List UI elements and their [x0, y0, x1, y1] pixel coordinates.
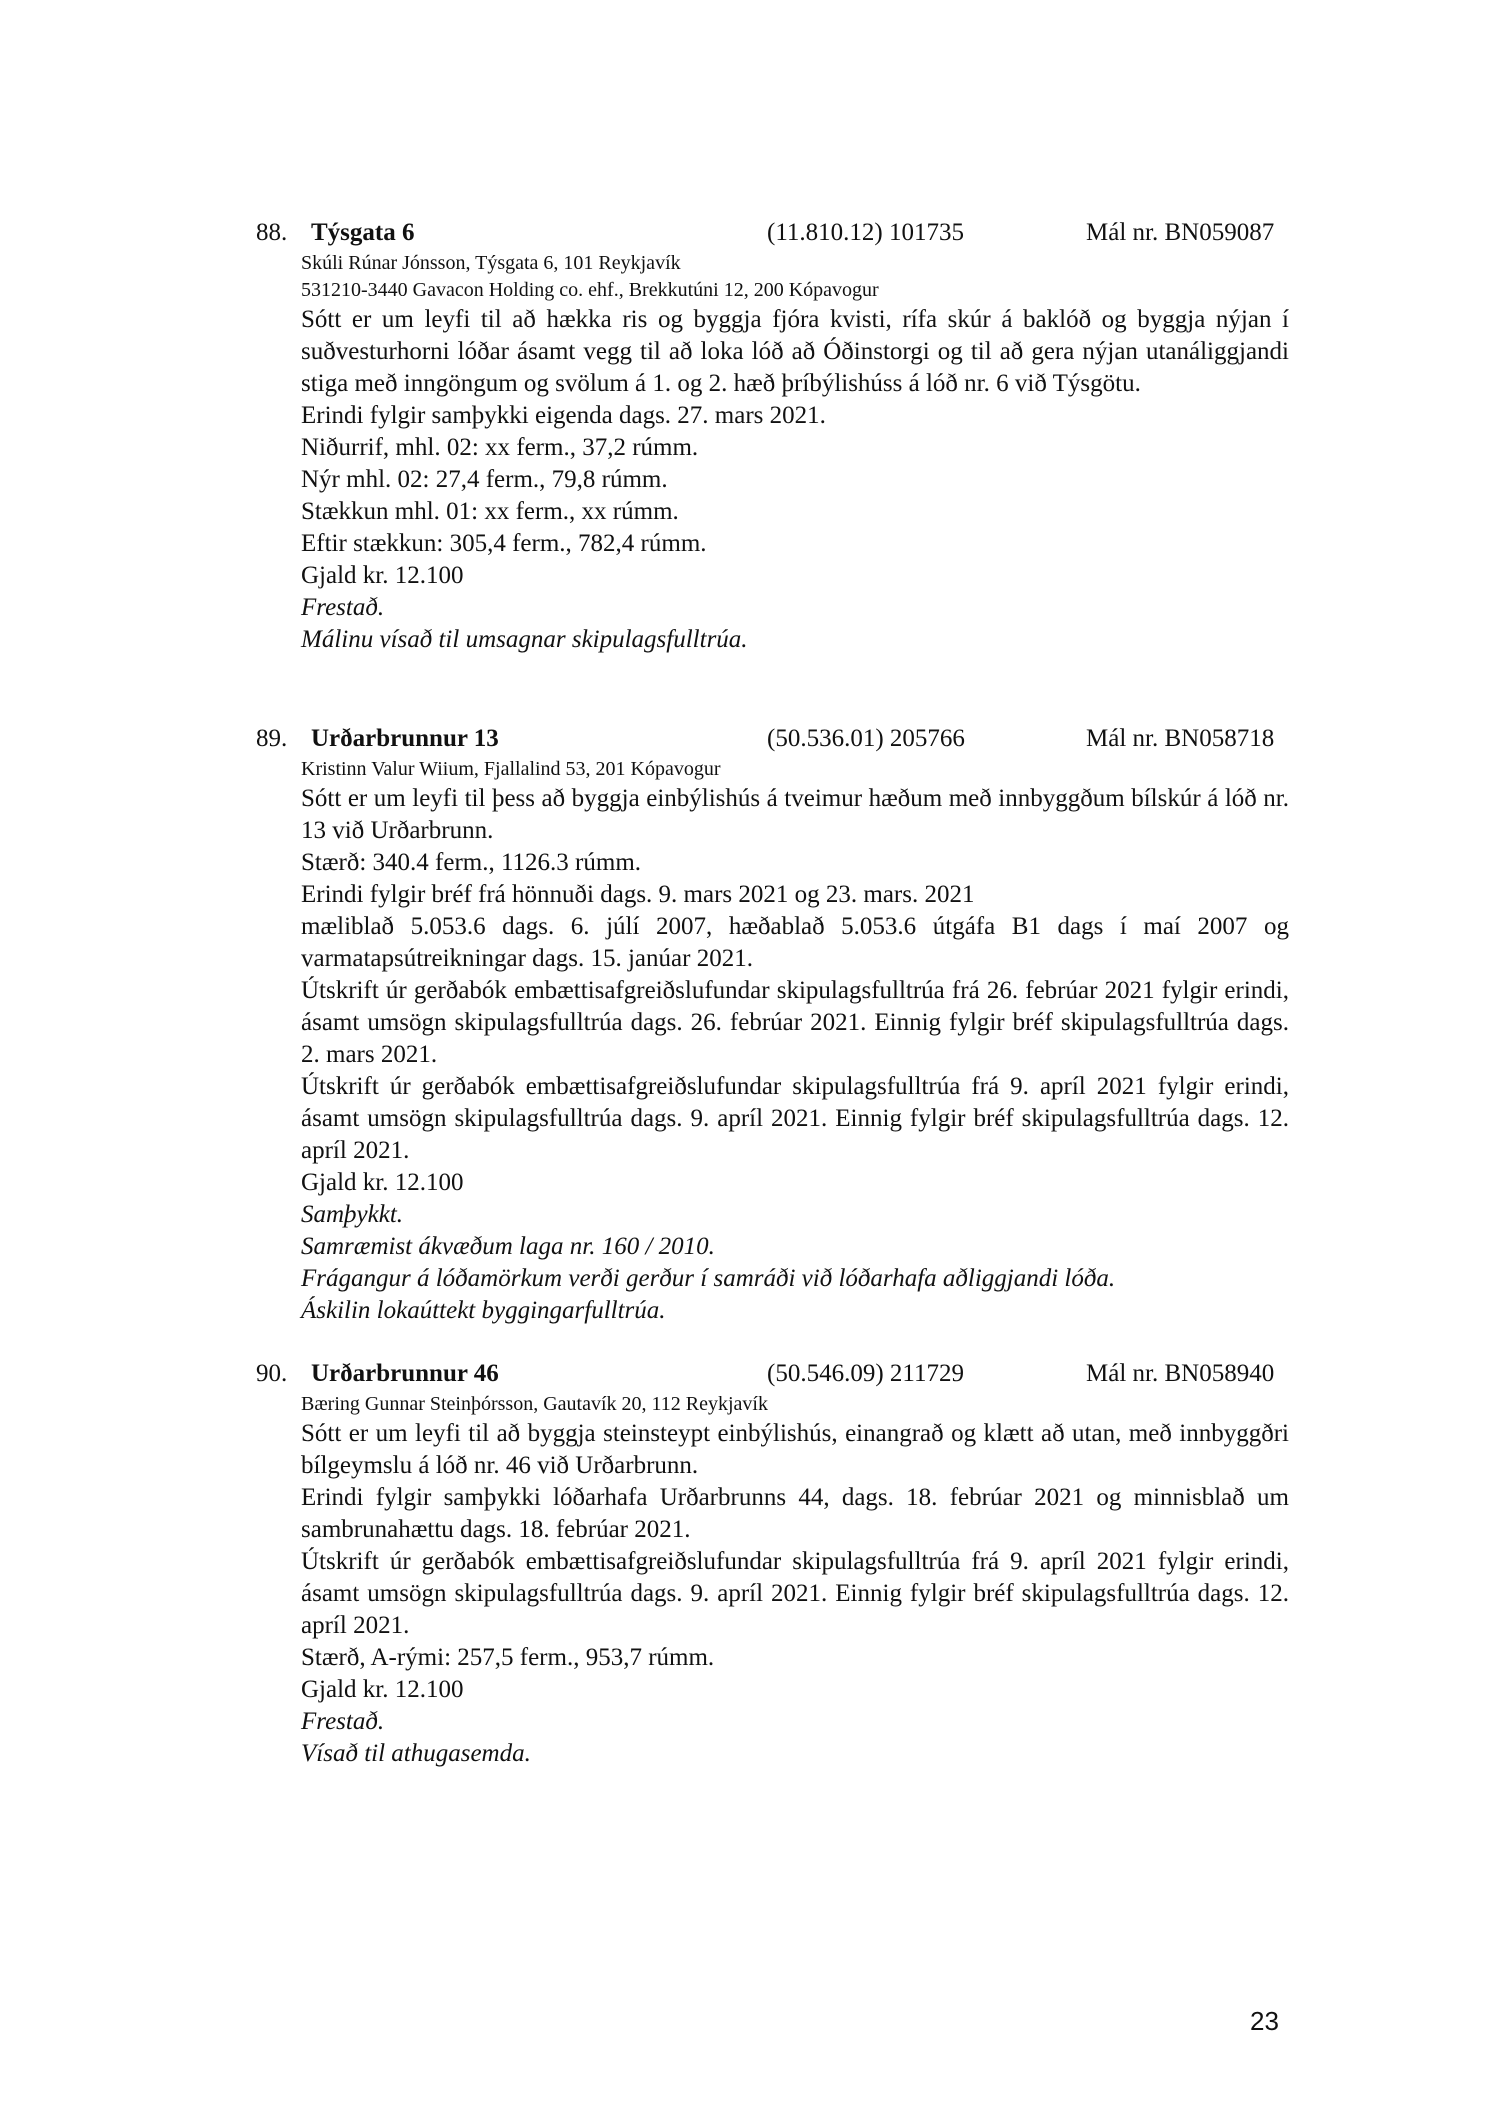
detail-line: Stækkun mhl. 01: xx ferm., xx rúmm.: [301, 498, 679, 525]
applicant-line: Kristinn Valur Wiium, Fjallalind 53, 201 Kópavogur: [301, 758, 721, 780]
attachment-line: Erindi fylgir bréf frá hönnuði dags. 9. mars 2021 og 23. mars. 2021: [301, 881, 975, 908]
entry-title: Týsgata 6: [311, 219, 415, 246]
entry-header: [256, 1357, 1296, 1391]
attachment-paragraph: mæliblað 5.053.6 dags. 6. júlí 2007, hæðablað 5.053.6 útgáfa B1 dags í maí 2007 og varmatapsútreikningar dags. 15. janúar 2021.: [301, 913, 1289, 972]
size-line: Stærð: 340.4 ferm., 1126.3 rúmm.: [301, 849, 642, 876]
detail-line: Niðurrif, mhl. 02: xx ferm., 37,2 rúmm.: [301, 434, 699, 461]
applicant-line: Bæring Gunnar Steinþórsson, Gautavík 20, 112 Reykjavík: [301, 1393, 768, 1415]
decision-line: Samþykkt.: [301, 1201, 404, 1228]
entry-reference: (11.810.12) 101735: [767, 219, 964, 246]
decision-line: Vísað til athugasemda.: [301, 1740, 531, 1767]
entry-body: [301, 756, 1289, 1327]
entry-number: 90.: [256, 1360, 288, 1387]
entry-title: Urðarbrunnur 13: [311, 725, 499, 752]
decision-line: Samræmist ákvæðum laga nr. 160 / 2010.: [301, 1233, 715, 1260]
minutes-paragraph: Útskrift úr gerðabók embættisafgreiðslufundar skipulagsfulltrúa frá 9. apríl 2021 fylgir erindi, ásamt umsögn skipulagsfulltrúa dags. 9. apríl 2021. Einnig fylgir bréf skipulagsfulltrúa dags. 12. apríl 2021.: [301, 1548, 1289, 1639]
minutes-paragraph: Útskrift úr gerðabók embættisafgreiðslufundar skipulagsfulltrúa frá 9. apríl 2021 fylgir erindi, ásamt umsögn skipulagsfulltrúa dags. 9. apríl 2021. Einnig fylgir bréf skipulagsfulltrúa dags. 12. apríl 2021.: [301, 1073, 1289, 1164]
entry-number: 89.: [256, 725, 288, 752]
case-number: Mál nr. BN058940: [1086, 1360, 1275, 1387]
attachment-paragraph: Erindi fylgir samþykki lóðarhafa Urðarbrunns 44, dags. 18. febrúar 2021 og minnisblað um sambrunahættu dags. 18. febrúar 2021.: [301, 1484, 1289, 1543]
case-number: Mál nr. BN059087: [1086, 219, 1275, 246]
page-number: 23: [1250, 2006, 1279, 2036]
entry-reference: (50.546.09) 211729: [767, 1360, 964, 1387]
entry-89: [256, 722, 1296, 1327]
entry-header: [256, 216, 1296, 250]
entry-body: [301, 1391, 1289, 1770]
description-paragraph: Sótt er um leyfi til að hækka ris og byggja fjóra kvisti, rífa skúr á baklóð og byggja nýjan í suðvesturhorni lóðar ásamt vegg til að loka lóð að Óðinstorgi og til að gera nýjan utanáliggjandi stiga með inngöngum og svölum á 1. og 2. hæð þríbýlishúss á lóð nr. 6 við Týsgötu.: [301, 306, 1289, 397]
detail-line: Eftir stækkun: 305,4 ferm., 782,4 rúmm.: [301, 530, 707, 557]
description-paragraph: Sótt er um leyfi til að byggja steinsteypt einbýlishús, einangrað og klætt að utan, með innbyggðri bílgeymslu á lóð nr. 46 við Urðarbrunn.: [301, 1420, 1289, 1479]
detail-line: Erindi fylgir samþykki eigenda dags. 27. mars 2021.: [301, 402, 826, 429]
fee-line: Gjald kr. 12.100: [301, 562, 464, 589]
fee-line: Gjald kr. 12.100: [301, 1676, 464, 1703]
entry-reference: (50.536.01) 205766: [767, 725, 965, 752]
minutes-paragraph: Útskrift úr gerðabók embættisafgreiðslufundar skipulagsfulltrúa frá 26. febrúar 2021 fylgir erindi, ásamt umsögn skipulagsfulltrúa dags. 26. febrúar 2021. Einnig fylgir bréf skipulagsfulltrúa dags. 2. mars 2021.: [301, 977, 1289, 1068]
decision-line: Áskilin lokaúttekt byggingarfulltrúa.: [301, 1297, 666, 1324]
size-line: Stærð, A-rými: 257,5 ferm., 953,7 rúmm.: [301, 1644, 715, 1671]
decision-line: Frestað.: [301, 1708, 385, 1735]
decision-line: Frágangur á lóðamörkum verði gerður í samráði við lóðarhafa aðliggjandi lóða.: [301, 1265, 1116, 1292]
entry-88: [256, 216, 1296, 656]
entry-number: 88.: [256, 219, 288, 246]
entry-title: Urðarbrunnur 46: [311, 1360, 499, 1387]
case-number: Mál nr. BN058718: [1086, 725, 1275, 752]
entry-90: [256, 1357, 1296, 1770]
entry-body: [301, 250, 1289, 656]
decision-line: Frestað.: [301, 594, 385, 621]
entry-header: [256, 722, 1296, 756]
decision-line: Málinu vísað til umsagnar skipulagsfulltrúa.: [301, 626, 748, 653]
applicant-line: 531210-3440 Gavacon Holding co. ehf., Brekkutúni 12, 200 Kópavogur: [301, 279, 879, 301]
description-paragraph: Sótt er um leyfi til þess að byggja einbýlishús á tveimur hæðum með innbyggðum bílskúr á lóð nr. 13 við Urðarbrunn.: [301, 785, 1289, 844]
detail-line: Nýr mhl. 02: 27,4 ferm., 79,8 rúmm.: [301, 466, 668, 493]
fee-line: Gjald kr. 12.100: [301, 1169, 464, 1196]
applicant-line: Skúli Rúnar Jónsson, Týsgata 6, 101 Reykjavík: [301, 252, 681, 274]
